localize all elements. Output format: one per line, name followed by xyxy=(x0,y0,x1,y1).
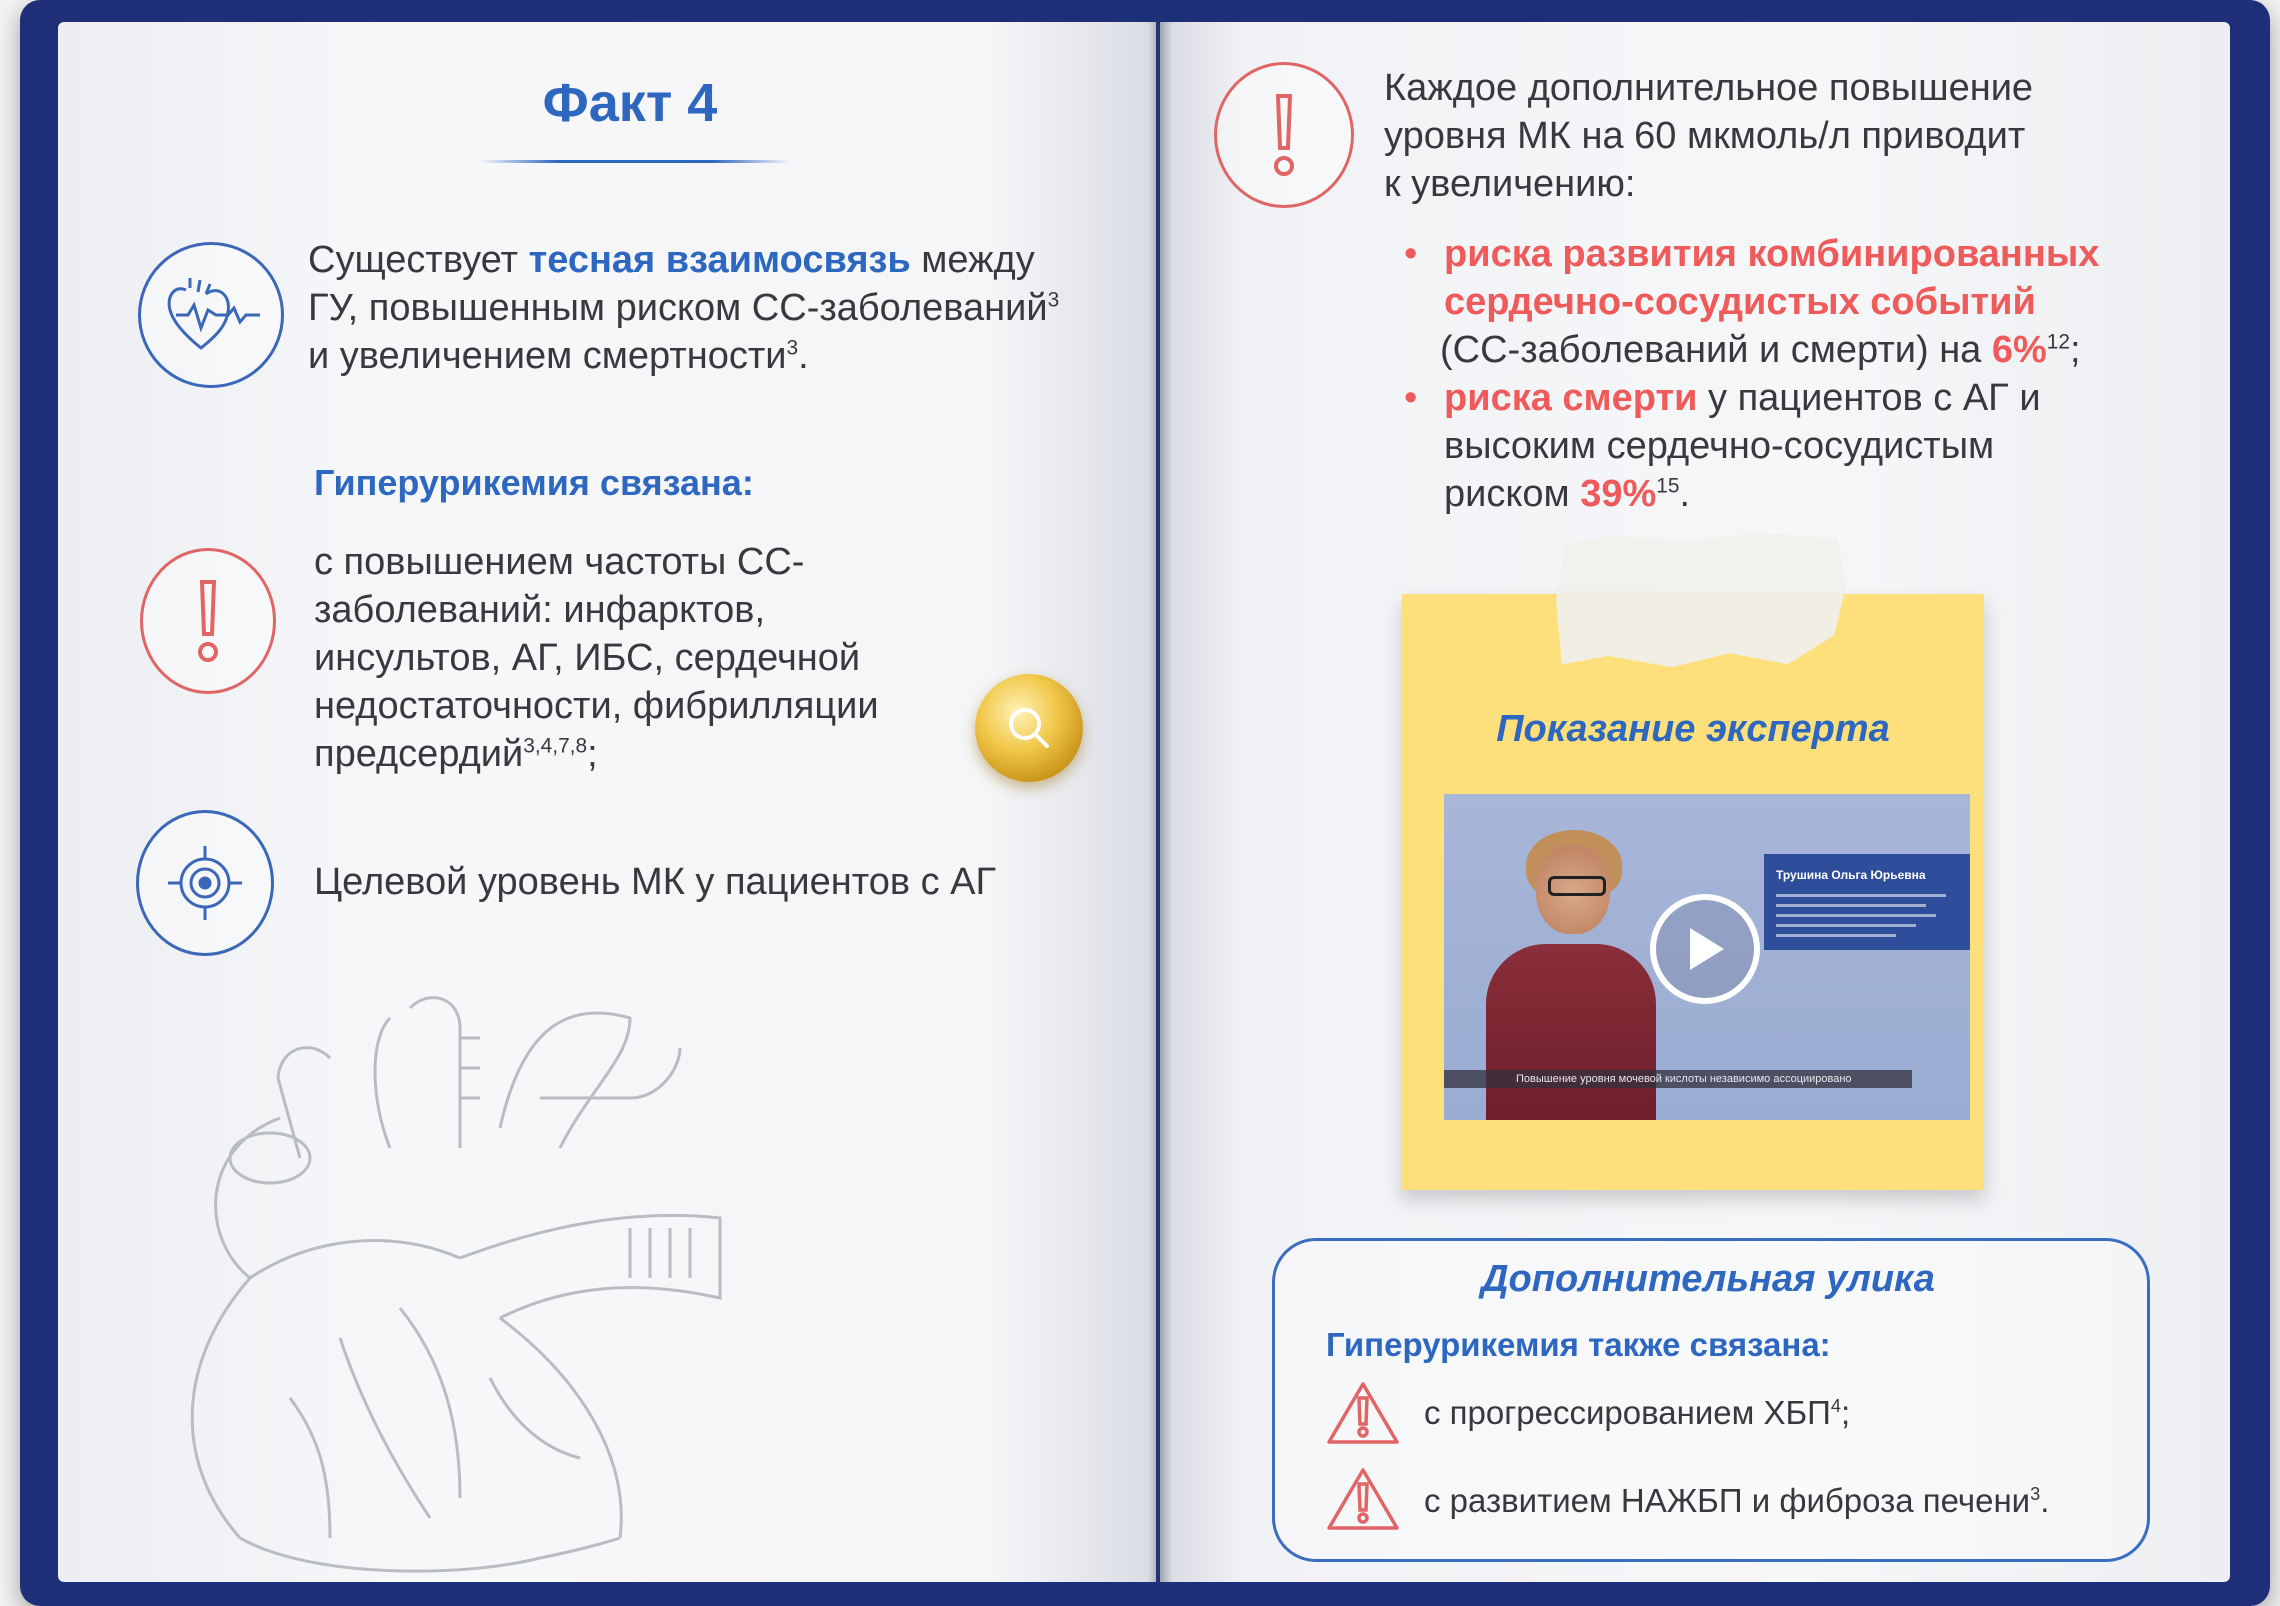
clue-subtitle: Гиперурикемия также связана: xyxy=(1326,1326,1831,1363)
bullet-percent: 39% xyxy=(1580,473,1657,515)
page-title: Факт 4 xyxy=(542,73,718,133)
intro-line: уровня МК на 60 мкмоль/л приводит xyxy=(1384,115,2026,157)
intro-text xyxy=(1384,64,2164,208)
fact-line3-ref: 3 xyxy=(786,336,799,360)
clue-item-text: с развитием НАЖБП и фиброза печени xyxy=(1424,1482,2031,1519)
clue-item-ref: 3 xyxy=(2030,1484,2041,1504)
bullet-text: (СС-заболеваний и смерти) на xyxy=(1440,329,1992,371)
name-card-line xyxy=(1776,934,1896,937)
bullet-bold-line: риска развития комбинированных xyxy=(1444,233,2100,275)
video-speaker-name: Трушина Ольга Юрьевна xyxy=(1776,868,1926,882)
name-card-line xyxy=(1776,914,1936,917)
expert-title: Показание эксперта xyxy=(1496,708,1890,750)
heart-pulse-icon xyxy=(138,242,284,388)
warning-triangle-icon xyxy=(1326,1466,1400,1532)
bullet-end: ; xyxy=(2070,329,2081,371)
bullet-end: . xyxy=(1679,473,1691,515)
search-icon xyxy=(1003,702,1055,754)
clue-item-end: ; xyxy=(1841,1394,1851,1431)
association-line: с повышением частоты СС- xyxy=(314,541,805,583)
fact-line2-ref: 3 xyxy=(1047,288,1060,312)
video-speaker-glasses xyxy=(1548,876,1606,896)
fact-prefix: Существует xyxy=(308,239,529,281)
section-subheading: Гиперурикемия связана: xyxy=(314,462,754,503)
sticky-tape xyxy=(1556,530,1846,670)
play-icon xyxy=(1682,924,1728,974)
warning-triangle-icon xyxy=(1326,1380,1400,1446)
bullet-ref: 15 xyxy=(1656,474,1680,498)
association-line: предсердий xyxy=(314,733,524,775)
fact-line3: и увеличением смертности xyxy=(308,335,787,377)
clue-item-nafld xyxy=(1424,1482,2049,1520)
bullet-bold: риска смерти xyxy=(1444,377,1698,419)
fact-line2: ГУ, повышенным риском СС-заболеваний xyxy=(308,287,1048,329)
bullet-bold-line: сердечно-сосудистых событий xyxy=(1444,281,2036,323)
risk-bullet-events xyxy=(1404,230,2204,374)
video-caption: Повышение уровня мочевой кислоты независимо ассоциировано xyxy=(1444,1070,1912,1088)
risk-bullet-death xyxy=(1404,374,2204,518)
book-spine xyxy=(1148,22,1172,1582)
bullet-dot: • xyxy=(1404,233,1418,275)
exclamation-icon xyxy=(1214,62,1354,208)
clue-item-end: . xyxy=(2040,1482,2050,1519)
association-line: заболеваний: инфарктов, xyxy=(314,589,766,631)
bullet-text: у пациентов с АГ и xyxy=(1697,377,2041,419)
intro-line: Каждое дополнительное повышение xyxy=(1384,67,2034,109)
clue-item-ref: 4 xyxy=(1830,1396,1841,1416)
target-icon xyxy=(136,810,274,956)
name-card-line xyxy=(1776,904,1926,907)
video-name-card xyxy=(1764,854,1970,950)
association-line: недостаточности, фибрилляции xyxy=(314,685,879,727)
name-card-line xyxy=(1776,894,1946,897)
bullet-dot: • xyxy=(1404,377,1418,419)
fact-statement xyxy=(308,236,1108,380)
intro-line: к увеличению: xyxy=(1384,163,1636,205)
association-item-cardio xyxy=(314,538,954,778)
fact-highlight: тесная взаимосвязь xyxy=(528,239,911,281)
expert-video[interactable] xyxy=(1444,794,1970,1120)
clue-title: Дополнительная улика xyxy=(1481,1258,1935,1300)
search-button[interactable] xyxy=(975,674,1083,782)
video-speaker-body xyxy=(1486,944,1656,1120)
clue-item-text: с прогрессированием ХБП xyxy=(1424,1394,1831,1431)
exclamation-icon xyxy=(140,548,276,694)
bullet-text: высоким сердечно-сосудистым xyxy=(1444,425,1995,467)
title-underline xyxy=(480,160,790,163)
target-level-item: Целевой уровень МК у пациентов с АГ xyxy=(314,861,997,903)
bullet-text: риском xyxy=(1444,473,1581,515)
bullet-ref: 12 xyxy=(2046,330,2071,354)
bullet-percent: 6% xyxy=(1991,329,2047,371)
play-button[interactable] xyxy=(1650,894,1760,1004)
heart-sketch-illustration xyxy=(160,978,820,1578)
association-ref: 3,4,7,8 xyxy=(523,734,588,758)
association-end: ; xyxy=(587,733,598,775)
association-line: инсультов, АГ, ИБС, сердечной xyxy=(314,637,861,679)
clue-item-ckd xyxy=(1424,1394,1850,1432)
fact-line1-suffix: между xyxy=(910,239,1035,281)
name-card-line xyxy=(1776,924,1916,927)
risk-bullet-list xyxy=(1404,230,2204,518)
fact-line3-end: . xyxy=(798,335,809,377)
